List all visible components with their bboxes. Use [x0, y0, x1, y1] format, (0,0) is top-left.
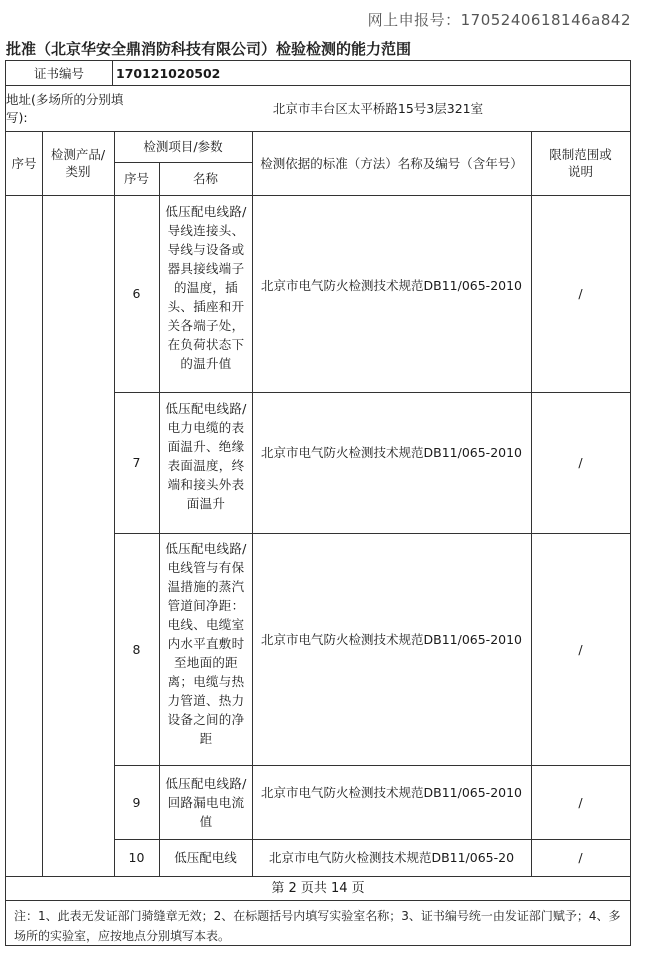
header-item-param: 检测项目/参数 [143, 139, 223, 154]
row-standard: 北京市电气防火检测技术规范DB11/065-20 [268, 850, 515, 865]
address-label: 地址(多场所的分别填写): [6, 92, 124, 125]
row-standard: 北京市电气防火检测技术规范DB11/065-2010 [261, 278, 522, 293]
row-limit: / [578, 641, 583, 657]
cert-label: 证书编号 [33, 65, 84, 81]
page-number: 第 2 页共 14 页 [271, 880, 365, 896]
row-standard: 北京市电气防火检测技术规范DB11/065-2010 [261, 632, 522, 647]
header-standard: 检测依据的标准（方法）名称及编号（含年号） [260, 155, 523, 171]
header-item-name: 名称 [192, 171, 218, 186]
header-product: 检测产品/类别 [50, 147, 106, 179]
address-value: 北京市丰台区太平桥路15号3层321室 [272, 100, 484, 116]
row-item-seq: 10 [128, 850, 145, 865]
row-standard: 北京市电气防火检测技术规范DB11/065-2010 [261, 445, 522, 460]
header-seq: 序号 [11, 155, 37, 171]
row-limit: / [578, 455, 583, 470]
row-limit: / [578, 794, 583, 810]
online-report-id: 网上申报号：1705240618146a842 [367, 11, 631, 29]
cert-number: 170121020502 [116, 65, 221, 81]
row-item-name: 低压配电线 [174, 850, 237, 865]
row-item-seq: 9 [132, 794, 141, 810]
row-item-name: 低压配电线路/导线连接头、导线与设备或器具接线端子的温度，插头、插座和开关各端子处，在负荷状态下的温升值 [165, 204, 247, 371]
row-limit: / [578, 286, 583, 301]
header-limit: 限制范围或说明 [549, 147, 612, 179]
header-item-seq: 序号 [123, 171, 149, 186]
row-item-name: 低压配电线路/电线管与有保温措施的蒸汽管道间净距：电线、电缆室内水平直敷时至地面的距离；电缆与热力管道、热力设备之间的净距 [165, 541, 247, 746]
row-item-seq: 6 [132, 286, 141, 301]
capability-table [5, 60, 631, 946]
document-title: 批准（北京华安全鼎消防科技有限公司）检验检测的能力范围 [6, 40, 412, 58]
row-limit: / [578, 850, 583, 865]
row-item-seq: 8 [132, 641, 141, 657]
row-item-name: 低压配电线路/电力电缆的表面温升、绝缘表面温度，终端和接头外表面温升 [165, 401, 247, 511]
footnote: 注：1、此表无发证部门骑缝章无效；2、在标题括号内填写实验室名称；3、证书编号统一由发证部门赋予；4、多场所的实验室，应按地点分别填写本表。 [14, 909, 621, 943]
row-item-name: 低压配电线路/回路漏电电流值 [165, 776, 247, 829]
row-item-seq: 7 [132, 455, 141, 470]
row-standard: 北京市电气防火检测技术规范DB11/065-2010 [261, 785, 522, 800]
